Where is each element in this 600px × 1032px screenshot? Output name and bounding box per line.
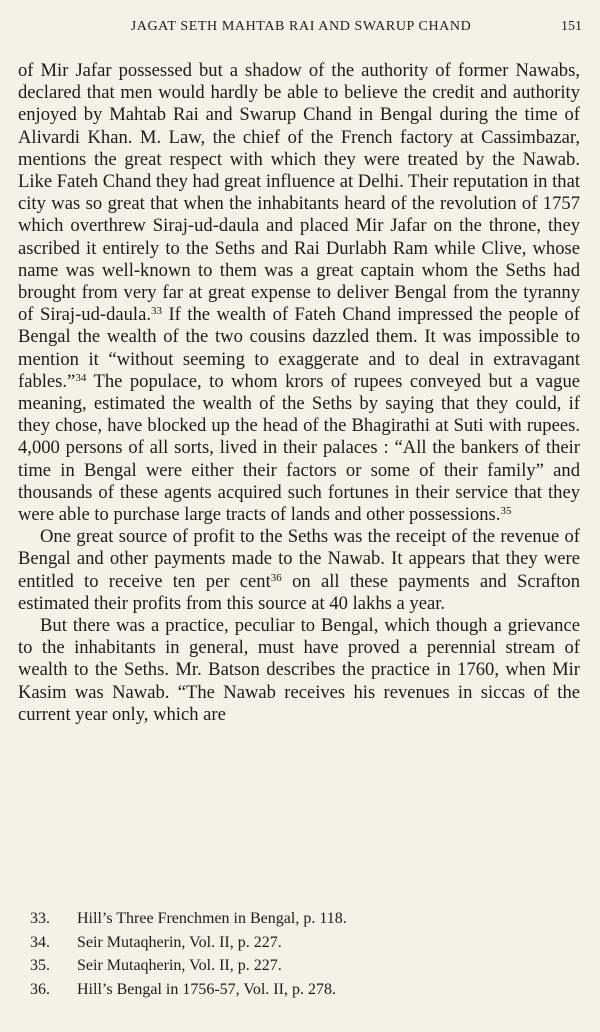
paragraph-1-text-a: of Mir Jafar possessed but a shadow of the authority of former Nawabs, declared that men would hardly be able to believe the credit and authority enjoyed by Mahtab Rai and Swarup Chand in Bengal during the time of Alivardi Khan. M. Law, the chief of the French factory at Cassimbazar, mentions the great respect with which they were treated by the Nawab. Like Fateh Chand they had great influence at Delhi. Their reputation in that city was so great that when the inhabitants heard of the revolution of 1757 which overthrew Siraj-ud-daula and placed Mir Jafar on the throne, they ascribed it entirely to the Seths and Rai Durlabh Ram while Clive, whose name was well-known to them was a great captain whom the Seths had brought from very far at great expense to deliver Bengal from the tyranny of Siraj-ud-daula.	[18, 60, 580, 326]
footnote-ref-33: 33	[150, 305, 162, 318]
footnote-ref-35: 35	[500, 505, 512, 518]
running-title: JAGAT SETH MAHTAB RAI AND SWARUP CHAND	[130, 19, 472, 34]
paragraph-1-text-c: The populace, to whom krors of rupees conveyed but a vague meaning, estimated the wealth of the Seths by saying that they could, if they chose, have blocked up the head of the Bhagirathi at Suti with rupees. 4,000 persons of all sorts, lived in their palaces : “All the bankers of their time in Bengal were either their factors or some of their family” and thousands of these agents acquired such fortunes in their service that they were able to purchase large tracts of lands and other possessions.	[18, 370, 580, 526]
footnote-number: 34.	[30, 933, 50, 951]
paragraph-1-text-b: If the wealth of Fateh Chand impressed the people of Bengal the wealth of the two cousins dazzled them. It was impossible to mention it “without seeming to exaggerate and to deal in extravagant fables.”	[18, 304, 580, 392]
paragraph-1	[18, 60, 580, 526]
paragraph-2-text-a: One great source of profit to the Seths was the receipt of the revenue of Bengal and other payments made to the Nawab. It appears that they were entitled to receive ten per cent	[18, 526, 580, 592]
footnote-text: Hill’s Three Frenchmen in Bengal, p. 118.	[77, 910, 347, 927]
footnote-text: Seir Mutaqherin, Vol. II, p. 227.	[77, 957, 282, 974]
footnote-number: 36.	[30, 980, 50, 998]
paragraph-3-text-a: But there was a practice, peculiar to Bengal, which though a grievance to the inhabitants in general, must have proved a perennial stream of wealth to the Seths. Mr. Batson describes the practice in 1760, when Mir Kasim was Nawab. “The Nawab receives his revenues in siccas of the current year only, which are	[18, 615, 580, 725]
body-text	[18, 60, 580, 726]
footnote-text: Seir Mutaqherin, Vol. II, p. 227.	[77, 933, 282, 951]
footnote-item	[30, 931, 570, 955]
footnotes	[30, 907, 570, 1001]
footnote-text: Hill’s Bengal in 1756-57, Vol. II, p. 278.	[77, 980, 336, 998]
footnote-item	[30, 907, 570, 931]
footnote-item	[30, 954, 570, 978]
page-number: 151	[561, 19, 582, 34]
footnote-number: 35.	[30, 957, 50, 974]
footnote-ref-34: 34	[75, 371, 87, 384]
running-head	[18, 16, 584, 40]
footnote-number: 33.	[30, 910, 50, 927]
footnote-item	[30, 978, 570, 1002]
paragraph-2-text-b: on all these payments and Scrafton estimated their profits from this source at 40 lakhs a year.	[18, 570, 581, 614]
paragraph-3	[18, 615, 580, 726]
footnote-ref-36: 36	[270, 571, 282, 584]
paragraph-2	[18, 526, 580, 615]
